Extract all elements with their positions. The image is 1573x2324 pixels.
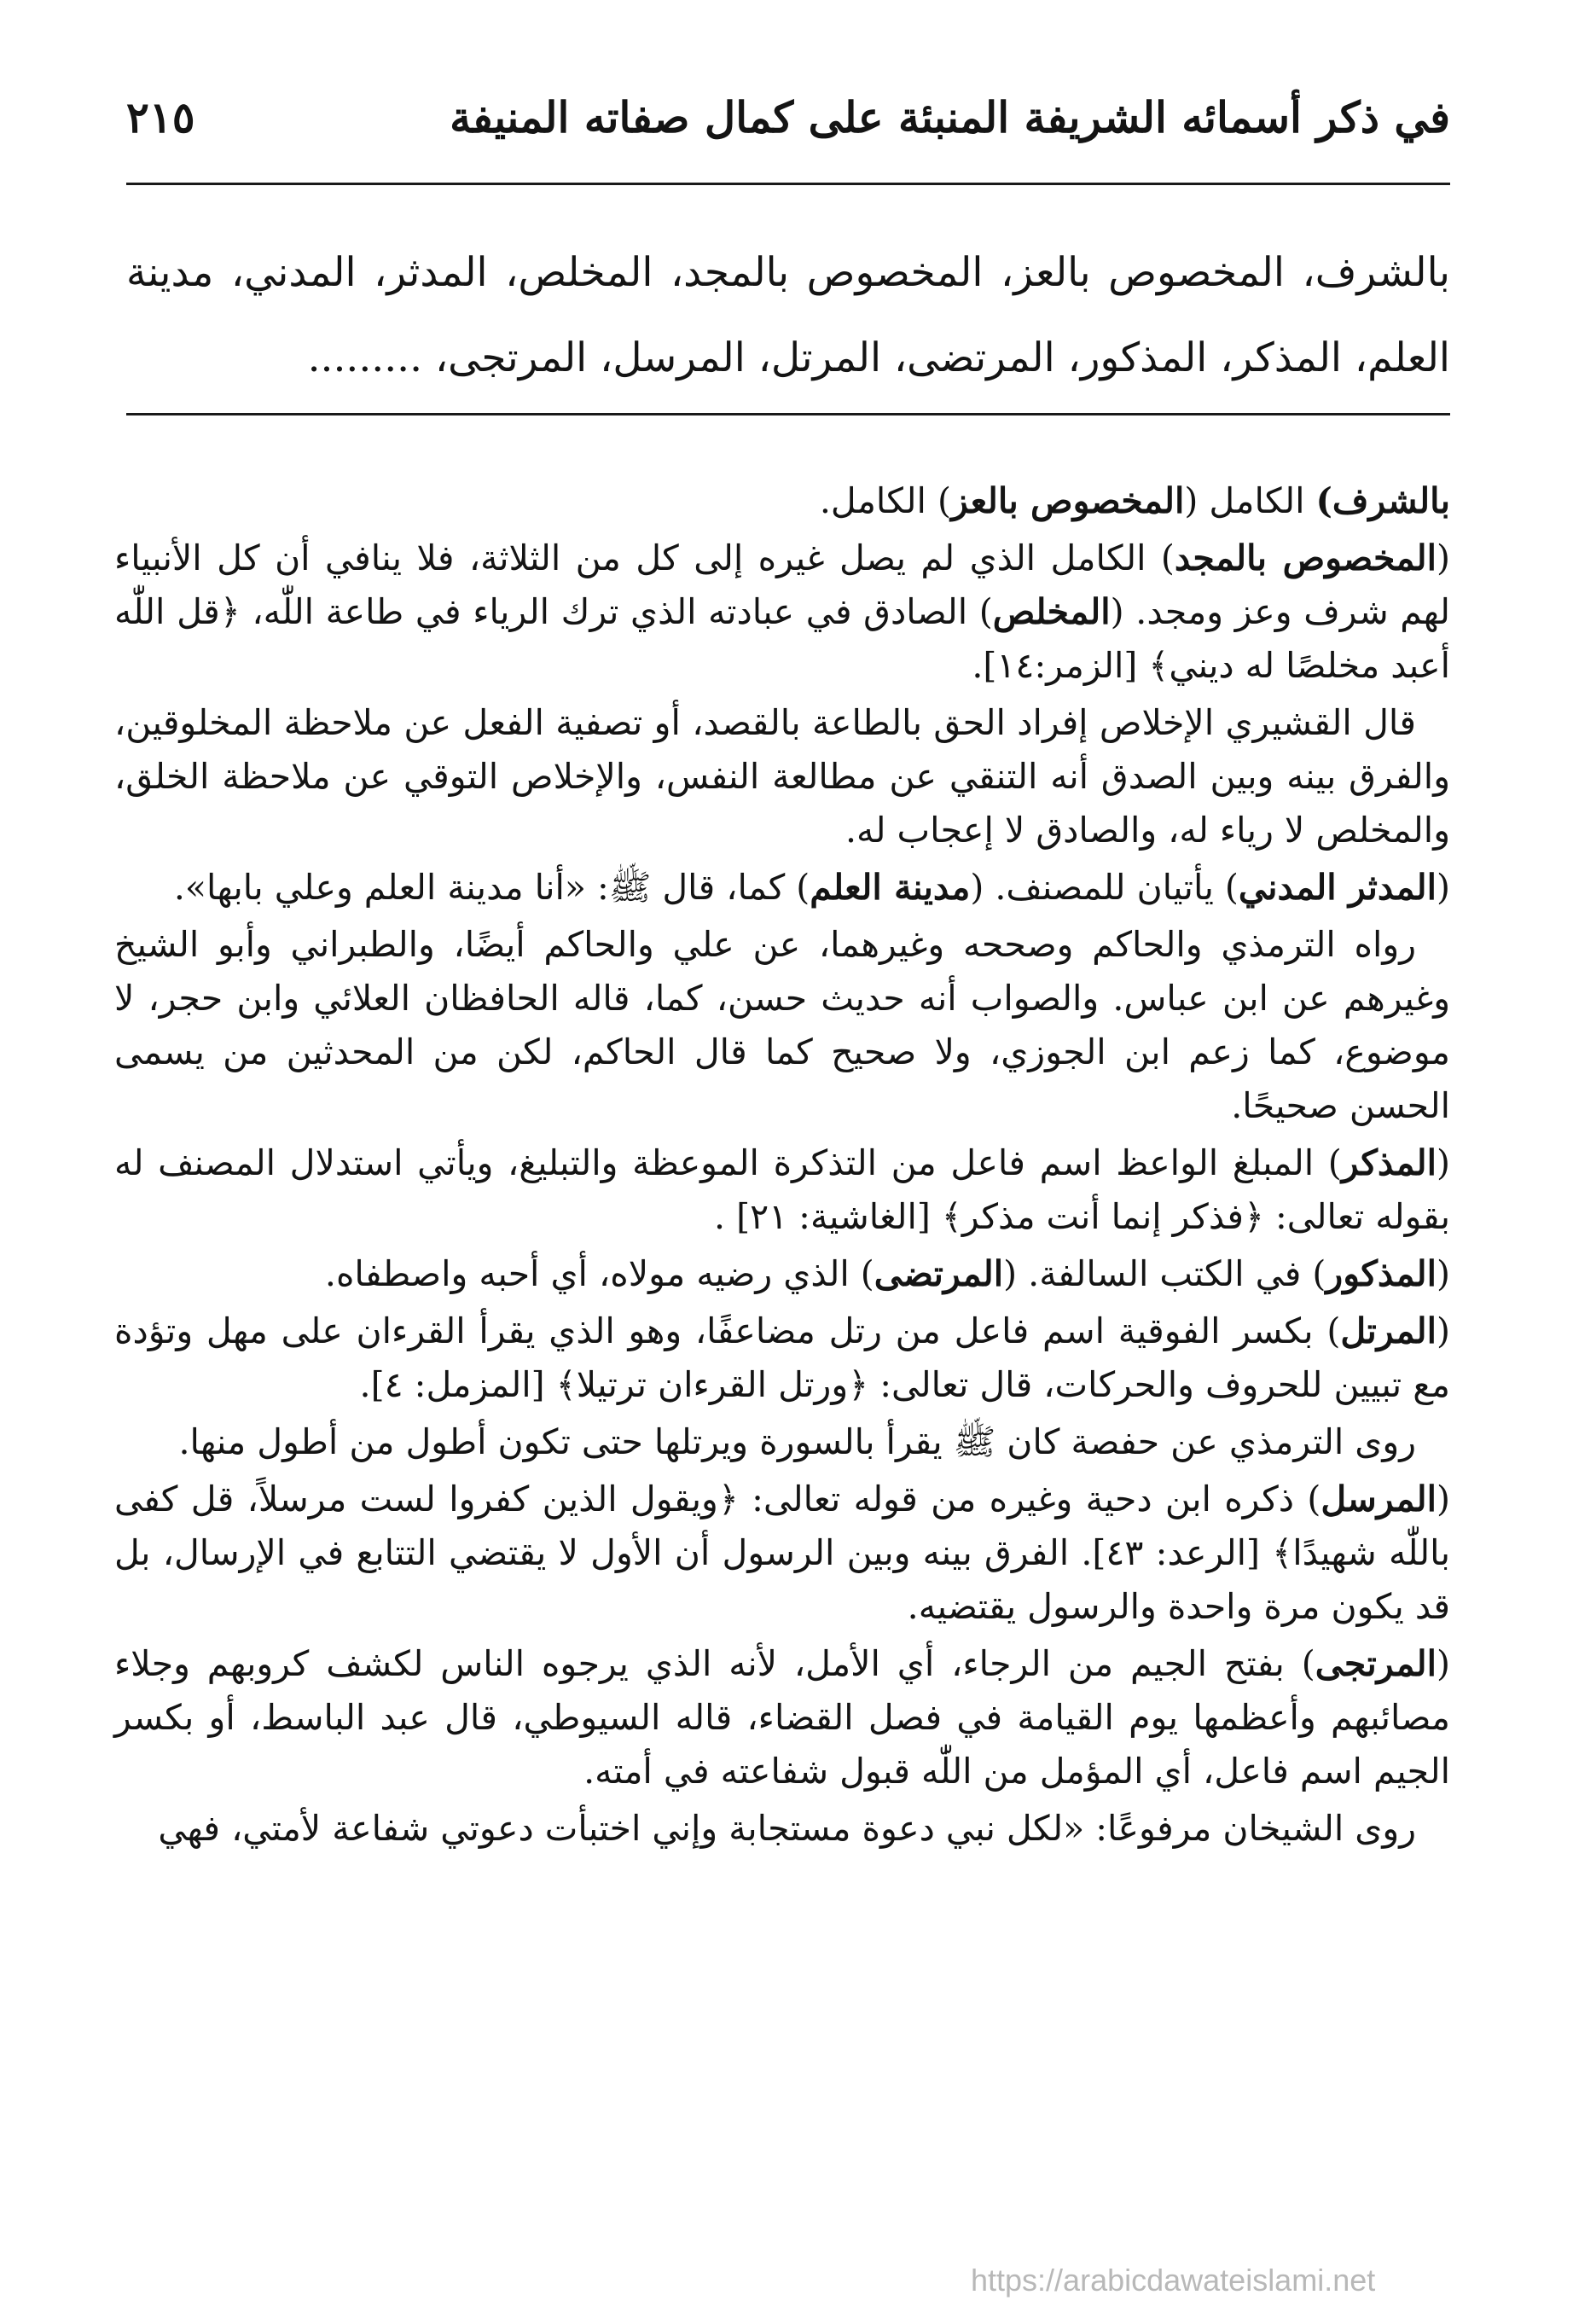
- running-title: في ذكر أسمائه الشريفة المنبئة على كمال صفاته المنيفة: [450, 92, 1450, 142]
- defined-term: المخصوص بالمجد: [1174, 537, 1437, 578]
- commentary-body: [114, 474, 1450, 1859]
- commentary-text: ) الكامل الذي لم يصل غيره إلى كل من الثلاثة، فلا ينافي أن كل الأنبياء لهم شرف وعز ومجد. (: [114, 537, 1450, 632]
- commentary-text: (: [1437, 1479, 1450, 1519]
- commentary-text: (: [1437, 1310, 1450, 1351]
- commentary-text: (: [1437, 1253, 1450, 1294]
- commentary-text: روى الشيخان مرفوعًا: «لكل نبي دعوة مستجابة وإني اختبأت دعوتي شفاعة لأمتي، فهي: [158, 1808, 1416, 1849]
- matn-separator-rule: [126, 413, 1450, 415]
- page-header: [126, 92, 1450, 177]
- commentary-paragraph: [114, 532, 1450, 693]
- commentary-text: ) كما، قال ﷺ: «أنا مدينة العلم وعلي بابها».: [173, 867, 810, 908]
- source-watermark: https://arabicdawateislami.net: [971, 2263, 1376, 2298]
- defined-term: المرسل: [1321, 1479, 1437, 1519]
- commentary-text: (: [1437, 1643, 1450, 1684]
- commentary-text: (: [1437, 537, 1450, 578]
- commentary-paragraph: [114, 1637, 1450, 1798]
- defined-term: المرتل: [1340, 1310, 1437, 1351]
- commentary-paragraph: [114, 696, 1450, 857]
- defined-term: المدثر المدني: [1238, 867, 1437, 908]
- commentary-text: ) المبلغ الواعظ اسم فاعل من التذكرة الموعظة والتبليغ، ويأتي استدلال المصنف له بقوله تعالى: ﴿فذكر إنما أنت مذكر﴾ [الغاشية: ٢١] .: [114, 1142, 1450, 1237]
- commentary-paragraph: [114, 1473, 1450, 1634]
- commentary-text: ) الذي رضيه مولاه، أي أحبه واصطفاه.: [324, 1253, 874, 1294]
- commentary-paragraph: [114, 861, 1450, 915]
- commentary-text: (: [1437, 867, 1450, 908]
- commentary-paragraph: [114, 1415, 1450, 1469]
- commentary-text: ) يأتيان للمصنف. (: [970, 867, 1239, 908]
- commentary-paragraph: [114, 1247, 1450, 1301]
- commentary-paragraph: [114, 474, 1450, 528]
- commentary-text: الكامل (: [1184, 480, 1316, 521]
- commentary-paragraph: [114, 1802, 1450, 1856]
- defined-term: بالشرف): [1315, 480, 1450, 521]
- defined-term: المخصوص بالعز: [950, 480, 1185, 521]
- defined-term: مدينة العلم: [810, 867, 971, 908]
- commentary-text: روى الترمذي عن حفصة كان ﷺ يقرأ بالسورة ويرتلها حتى تكون أطول من أطول منها.: [178, 1421, 1416, 1462]
- page-number: ٢١٥: [126, 92, 195, 142]
- header-rule: [126, 183, 1450, 185]
- defined-term: المرتضى: [874, 1253, 1004, 1294]
- commentary-paragraph: [114, 1136, 1450, 1244]
- commentary-text: ) الصادق في عبادته الذي ترك الرياء في طاعة اللّٰه، ﴿قل اللّٰه أعبد مخلصًا له ديني﴾ [الزمر:١٤].: [114, 591, 1450, 686]
- commentary-text: ) بكسر الفوقية اسم فاعل من رتل مضاعفًا، وهو الذي يقرأ القرءان على مهل وتؤدة مع تبيين للحروف والحركات، قال تعالى: ﴿ورتل القرءان ترتيلا﴾ [المزمل: ٤].: [114, 1310, 1450, 1405]
- commentary-text: ) الكامل.: [819, 480, 951, 521]
- commentary-text: ) بفتح الجيم من الرجاء، أي الأمل، لأنه الذي يرجوه الناس لكشف كروبهم وجلاء مصائبهم وأعظمها يوم القيامة في فصل القضاء، قاله السيوطي، قال عبد الباسط، أو بكسر الجيم اسم فاعل، أي المؤمل من اللّٰه قبول شفاعته في أمته.: [114, 1643, 1450, 1792]
- commentary-text: ) في الكتب السالفة. (: [1003, 1253, 1326, 1294]
- defined-term: المرتجى: [1315, 1643, 1437, 1684]
- commentary-text: (: [1437, 1142, 1450, 1183]
- commentary-paragraph: [114, 918, 1450, 1133]
- commentary-paragraph: [114, 1304, 1450, 1412]
- matn-text: بالشرف، المخصوص بالعز، المخصوص بالمجد، المخلص، المدثر، المدني، مدينة العلم، المذكر، المذكور، المرتضى، المرتل، المرسل، المرتجى، .........: [126, 249, 1450, 381]
- defined-term: المذكر: [1341, 1142, 1437, 1183]
- commentary-text: رواه الترمذي والحاكم وصححه وغيرهما، عن علي والحاكم أيضًا، والطبراني وأبو الشيخ وغيرهم عن ابن عباس. والصواب أنه حديث حسن، كما، قاله الحافظان العلائي وابن حجر، لا موضوع، كما زعم ابن الجوزي، ولا صحيح كما قال الحاكم، لكن من المحدثين من يسمى الحسن صحيحًا.: [114, 924, 1450, 1126]
- defined-term: المخلص: [992, 591, 1111, 632]
- commentary-text: ) ذكره ابن دحية وغيره من قوله تعالى: ﴿ويقول الذين كفروا لست مرسلاً، قل كفى باللّٰه شهيدًا﴾ [الرعد: ٤٣]. الفرق بينه وبين الرسول أن الأول لا يقتضي التتابع في الإرسال، بل قد يكون مرة واحدة والرسول يقتضيه.: [114, 1479, 1450, 1627]
- commentary-text: قال القشيري الإخلاص إفراد الحق بالطاعة بالقصد، أو تصفية الفعل عن ملاحظة المخلوقين، والفرق بينه وبين الصدق أنه التنقي عن مطالعة النفس، والإخلاص التوقي عن ملاحظة الخلق، والمخلص لا رياء له، والصادق لا إعجاب له.: [114, 702, 1450, 851]
- defined-term: المذكور: [1326, 1253, 1437, 1294]
